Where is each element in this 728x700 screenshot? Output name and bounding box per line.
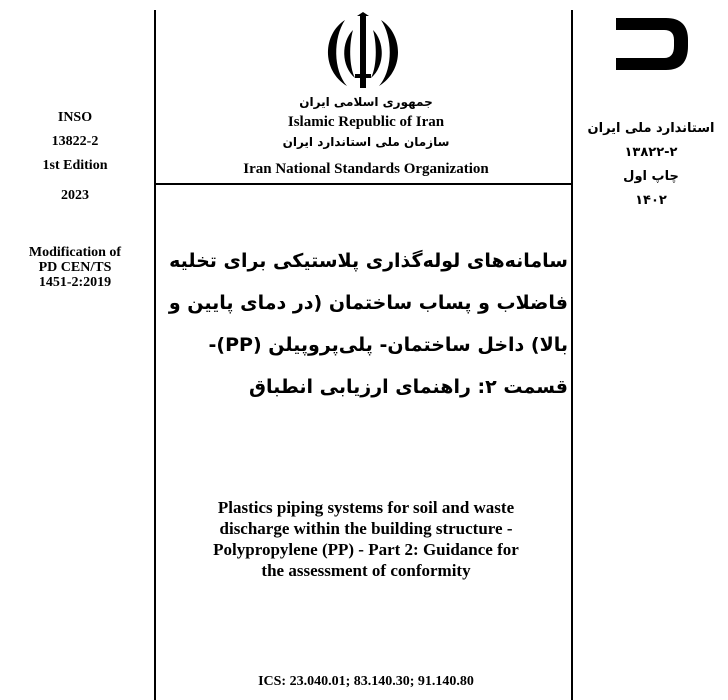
title-fa-line-1: سامانه‌های لوله‌گذاری پلاستیکی برای تخلیه <box>169 250 568 272</box>
standard-label-fa: استاندارد ملی ایران <box>587 121 715 136</box>
organization-name-fa: سازمان ملی استاندارد ایران <box>282 135 450 149</box>
right-info-column <box>576 117 726 213</box>
year-fa: ۱۴۰۲ <box>635 193 667 208</box>
edition-fa: چاپ اول <box>623 169 679 184</box>
iran-emblem-icon <box>315 12 411 92</box>
publication-year: 2023 <box>61 188 89 203</box>
header-divider-line <box>154 183 573 185</box>
modification-line-3: 1451-2:2019 <box>38 275 112 290</box>
edition-label: 1st Edition <box>42 158 108 173</box>
title-fa-line-4: قسمت ۲: راهنمای ارزیابی انطباق <box>248 376 568 398</box>
left-border-line <box>154 10 156 700</box>
title-en-line-1: Plastics piping systems for soil and waste <box>217 498 515 517</box>
standard-number: 13822-2 <box>51 134 99 149</box>
isiri-standard-mark-icon <box>608 12 694 76</box>
organization-name-en: Iran National Standards Organization <box>243 161 489 177</box>
republic-name-fa: جمهوری اسلامی ایران <box>299 95 433 109</box>
logo-text: ایران <box>621 39 655 54</box>
modification-note <box>0 245 150 290</box>
republic-name-en: Islamic Republic of Iran <box>287 114 445 130</box>
modification-line-2: PD CEN/TS <box>38 260 112 275</box>
title-persian <box>160 240 568 408</box>
title-fa-line-3: بالا) داخل ساختمان- پلی‌پروپیلن (PP)- <box>208 334 568 356</box>
left-info-column <box>0 110 150 212</box>
title-en-line-4: the assessment of conformity <box>261 561 471 580</box>
title-fa-line-2: فاضلاب و پساب ساختمان (در دمای پایین و <box>168 292 568 314</box>
modification-line-1: Modification of <box>28 245 122 260</box>
standard-code: INSO <box>57 110 93 125</box>
title-en-line-2: discharge within the building structure - <box>219 519 513 538</box>
title-en-line-3: Polypropylene (PP) - Part 2: Guidance for <box>213 540 519 559</box>
title-english <box>160 497 572 581</box>
ics-codes: ICS: 23.040.01; 83.140.30; 91.140.80 <box>258 674 474 689</box>
standard-number-fa: ۱۳۸۲۲-۲ <box>624 145 678 160</box>
